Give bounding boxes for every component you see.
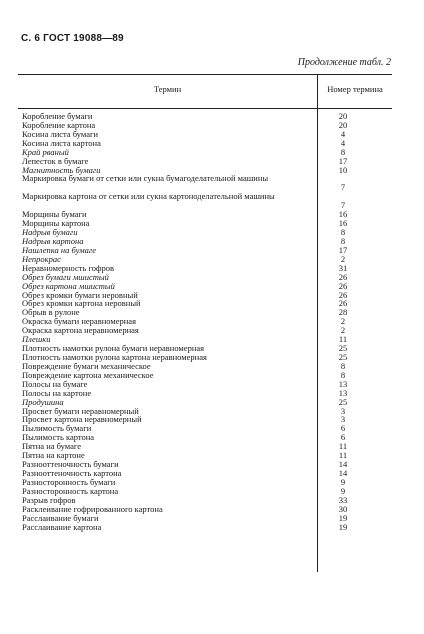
term-number-cell: 8 [340, 146, 346, 157]
term-cell: Разносторонность бумаги [22, 476, 116, 487]
term-cell: Разносторонность картона [22, 485, 119, 496]
term-cell: Коробление бумаги [22, 111, 93, 121]
term-cell: Пылимость бумаги [22, 423, 92, 434]
term-cell: Надрыв картона [22, 236, 84, 246]
term-cell: Коробление картона [22, 119, 96, 130]
term-number-cell: 2 [340, 253, 346, 264]
term-number-cell: 2 [340, 316, 346, 327]
term-number-cell: 7 [340, 200, 346, 211]
term-cell: Непрокрас [22, 253, 61, 264]
term-cell: Край рваный [22, 146, 69, 157]
term-number-cell: 8 [340, 369, 346, 380]
term-number-cell: 33 [338, 494, 348, 505]
term-cell: Неравномерность гофров [22, 262, 115, 273]
term-number-cell: 6 [340, 432, 346, 443]
term-number-cell: 31 [338, 262, 348, 273]
table-body [18, 112, 392, 531]
table-header-rule [18, 108, 392, 109]
term-cell: Окраска бумаги неравномерная [22, 316, 136, 327]
term-cell: Плотность намотки рулона бумаги неравномерная [22, 343, 205, 354]
term-cell: Расклеивание гофрированного картона [22, 503, 163, 514]
term-cell: Магнитность бумаги [22, 164, 101, 175]
column-header-term: Термин [153, 84, 182, 94]
term-cell: Пылимость картона [22, 432, 95, 443]
term-number-cell: 20 [338, 111, 348, 121]
term-cell: Полосы на бумаге [22, 378, 88, 389]
term-cell: Косина листа картона [22, 137, 101, 148]
table-row [18, 523, 392, 532]
table-row [18, 139, 392, 148]
term-number-cell: 25 [338, 396, 348, 407]
term-cell: Косина листа бумаги [22, 128, 99, 139]
term-number-cell: 9 [340, 485, 346, 496]
term-number-cell: 4 [340, 128, 346, 139]
term-number-cell: 10 [338, 164, 348, 175]
term-number-cell: 8 [340, 227, 346, 238]
term-cell: Разрыв гофров [22, 494, 76, 505]
term-number-cell: 25 [338, 343, 348, 354]
table-row [18, 389, 392, 398]
term-cell: Маркировка бумаги от сетки или сукна бумагоделательной машины [22, 173, 269, 184]
table-row [18, 246, 392, 255]
term-number-cell: 26 [338, 271, 348, 282]
term-number-cell: 2 [340, 325, 346, 336]
term-cell: Обрез бумаги мшистый [22, 271, 109, 282]
table-row [18, 174, 392, 192]
term-number-cell: 14 [338, 467, 348, 478]
term-cell: Надрыв бумаги [22, 227, 78, 238]
term-cell: Разнооттеночность картона [22, 467, 122, 478]
term-cell: Полосы на картоне [22, 387, 92, 398]
term-cell: Пятна на бумаге [22, 441, 82, 452]
term-number-cell: 4 [340, 137, 346, 148]
term-cell: Пятна на картоне [22, 450, 85, 461]
term-number-cell: 6 [340, 423, 346, 434]
term-number-cell: 3 [340, 414, 346, 425]
term-number-cell: 3 [340, 405, 346, 416]
term-cell: Просвет бумаги неравномерный [22, 405, 139, 416]
term-number-cell: 17 [338, 155, 348, 166]
term-number-cell: 9 [340, 476, 346, 487]
page-reference: С. 6 ГОСТ 19088—89 [21, 33, 124, 44]
term-cell: Расслаивание картона [22, 521, 102, 532]
term-cell: Расслаивание бумаги [22, 512, 99, 523]
term-number-cell: 11 [338, 450, 348, 461]
term-number-cell: 20 [338, 119, 348, 130]
term-cell: Плотность намотки рулона картона неравномерная [22, 351, 207, 362]
term-cell: Продушина [22, 396, 64, 407]
table-row [18, 326, 392, 335]
term-cell: Морщины картона [22, 218, 90, 229]
term-number-cell: 8 [340, 360, 346, 371]
term-number-cell: 19 [338, 521, 348, 532]
term-number-cell: 14 [338, 459, 348, 470]
term-number-cell: 25 [338, 351, 348, 362]
term-cell: Повреждение бумаги механическое [22, 360, 151, 371]
table-continuation-label: Продолжение табл. 2 [297, 57, 391, 68]
table-top-rule [18, 74, 392, 75]
term-number-cell: 16 [338, 218, 348, 229]
term-number-cell: 13 [338, 378, 348, 389]
term-cell: Маркировка картона от сетки или сукна картоноделательной машины [22, 191, 275, 202]
term-cell: Обрез кромки картона неровный [22, 298, 141, 309]
term-cell: Просвет картона неравномерный [22, 414, 142, 425]
term-number-cell: 13 [338, 387, 348, 398]
term-cell: Окраска картона неравномерная [22, 325, 139, 336]
column-header-number: Номер термина [327, 84, 383, 94]
term-number-cell: 16 [338, 209, 348, 220]
term-number-cell: 11 [338, 334, 348, 345]
term-number-cell: 19 [338, 512, 348, 523]
term-cell: Обрыв в рулоне [22, 307, 80, 318]
term-number-cell: 26 [338, 289, 348, 300]
term-cell: Морщины бумаги [22, 209, 87, 220]
term-cell: Лепесток в бумаге [22, 155, 89, 166]
term-number-cell: 26 [338, 280, 348, 291]
term-number-cell: 11 [338, 441, 348, 452]
term-cell: Нашлепка на бумаге [22, 244, 96, 255]
term-number-cell: 7 [340, 182, 346, 193]
term-cell: Повреждение картона механическое [22, 369, 154, 380]
term-number-cell: 17 [338, 244, 348, 255]
term-number-cell: 28 [338, 307, 348, 318]
term-cell: Обрез картона мшистый [22, 280, 115, 291]
term-cell: Плешки [22, 334, 51, 345]
term-number-cell: 30 [338, 503, 348, 514]
table-row [18, 192, 392, 210]
term-cell: Разнооттеночность бумаги [22, 459, 119, 470]
term-number-cell: 8 [340, 236, 346, 246]
term-number-cell: 26 [338, 298, 348, 309]
term-cell: Обрез кромки бумаги неровный [22, 289, 138, 300]
